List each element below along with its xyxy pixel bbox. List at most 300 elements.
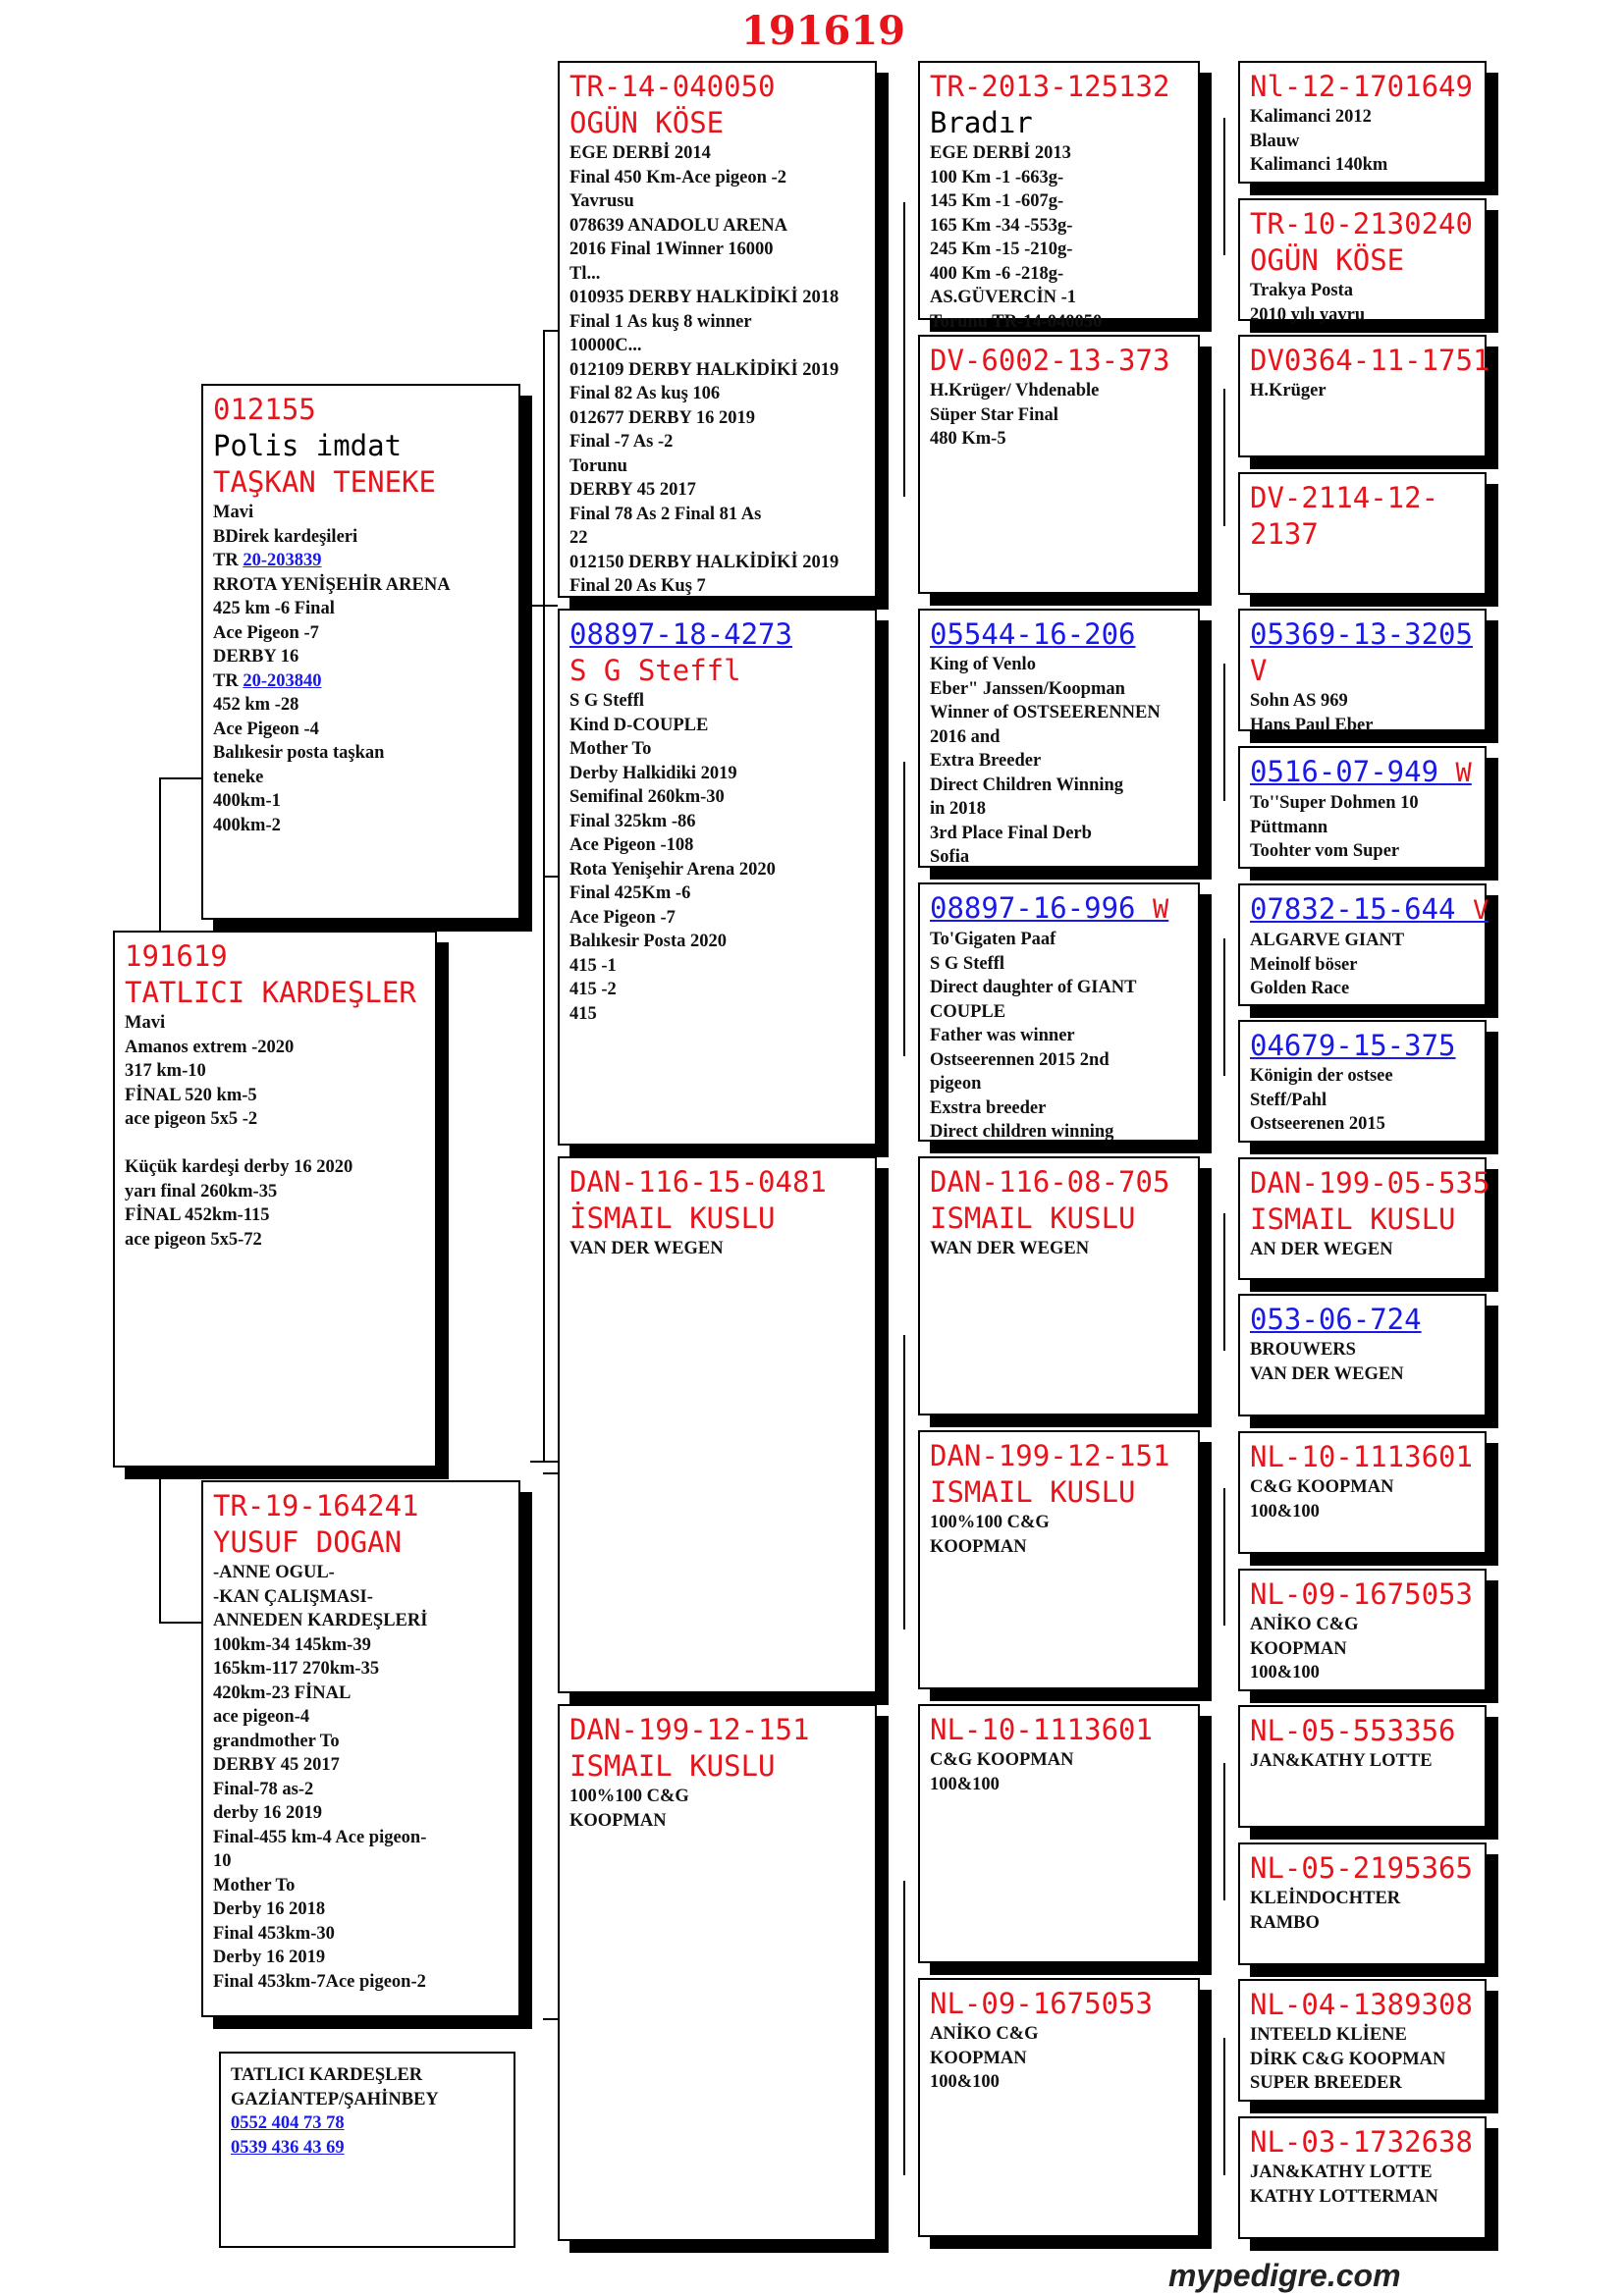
info-line: 10000C... [569,336,642,355]
info-line: Final 425Km -6 [569,883,691,903]
ring-suffix: W [1152,894,1169,925]
gen5-box[interactable] [1238,609,1487,735]
gen4-box[interactable] [918,882,1200,1142]
info-text: RROTA YENİŞEHİR ARENA [213,574,451,595]
info-line: 22 [569,528,588,548]
info-line [213,549,509,573]
info-line: Derby Halkidiki 2019 [569,763,737,783]
info-line [213,501,509,525]
info-line: Steff/Pahl [1250,1090,1327,1110]
info-line: Kalimanci 140km [1250,155,1388,175]
connector [543,330,545,1461]
info-line: Direct Children Winning [930,774,1124,795]
info-line: ace pigeon-4 [213,1707,310,1727]
info-text: TR [213,551,244,570]
ring-number [1250,1987,1475,2023]
info-line: 012150 DERBY HALKİDİKİ 2019 [569,552,839,572]
info-line: 100&100 [930,2072,1000,2092]
info-line: To''Super Dohmen 10 [1250,793,1419,813]
info-line: S G Steffl [569,691,645,711]
ring-number [1250,206,1475,242]
ring-number [1250,69,1475,105]
ring-text: 05544-16-206 [930,617,1136,651]
info-line: Kind D-COUPLE [569,715,709,735]
ring-text: DV0364-11-1751 [1250,344,1490,377]
ring-text: TR-2013-125132 [930,70,1170,103]
ring-number [930,1986,1188,2022]
ring-number[interactable] [1250,891,1489,929]
info-line: 245 Km -15 -210g- [930,240,1073,259]
info-line: 100km-34 145km-39 [213,1634,371,1655]
ring-text: DAN-199-05-535 [1250,1166,1490,1200]
pigeon-name: ISMAIL KUSLU [930,1201,1136,1235]
info-line: Eber" Janssen/Koopman [930,678,1125,699]
info-line: Final 82 As kuş 106 [569,384,721,403]
ring-text: 08897-16-996 [930,891,1136,925]
info-line: Final 20 As Kuş 7 [569,576,706,596]
info-line [213,597,509,621]
info-line: Sofia [930,847,970,867]
pigeon-name: Bradır [930,106,1033,139]
info-line: 078639 ANADOLU ARENA [569,215,788,236]
info-line: 3rd Place Final Derb [930,823,1092,843]
info-line: Amanos extrem -2020 [125,1037,295,1057]
gen5-box[interactable] [1238,1157,1490,1280]
info-line: 400 Km -6 -218g- [930,263,1064,284]
info-line: -ANNE OGUL- [213,1563,335,1582]
gen5-box[interactable] [1238,883,1487,1006]
gen4-box[interactable] [918,335,1200,594]
info-line: AN DER WEGEN [1250,1240,1393,1259]
info-line: Yavrusu [569,191,634,211]
info-line: 415 -2 [569,980,617,999]
info-line: Final 450 Km-Ace pigeon -2 [569,167,786,187]
phone-link[interactable]: 0552 404 73 78 [231,2113,345,2133]
sire-box[interactable] [201,384,520,920]
ring-text: NL-09-1675053 [1250,1577,1473,1611]
info-line [213,669,509,694]
gen5-box[interactable] [1238,2116,1487,2239]
ring-text: TR-14-040050 [569,70,776,103]
ring-number[interactable] [930,890,1188,928]
info-line: in 2018 [930,799,987,819]
watermark: mypedigre.com [1168,2258,1401,2293]
ring-link[interactable]: 20-203840 [243,670,322,691]
info-line: 415 [569,1003,597,1024]
ring-text: DAN-116-08-705 [930,1165,1170,1199]
ring-text: NL-04-1389308 [1250,1988,1473,2021]
ring-text: Nl-12-1701649 [1250,70,1473,103]
info-line: Final-78 as-2 [213,1779,314,1799]
info-line: Ostseerennen 2015 2nd [930,1049,1110,1070]
gen3-box[interactable] [558,1704,877,2241]
info-line [213,741,509,766]
info-line: 100%100 C&G [569,1787,689,1806]
info-line: 420km-23 FİNAL [213,1682,352,1703]
gen4-box[interactable] [918,61,1200,332]
ring-number [1250,1165,1490,1201]
info-text: 400km-2 [213,815,281,835]
gen3-box[interactable] [558,609,877,1146]
ring-text: NL-03-1732638 [1250,2125,1473,2159]
info-line: INTEELD KLİENE [1250,2025,1407,2045]
ring-number [930,1164,1188,1201]
info-line: EGE DERBİ 2013 [930,143,1071,163]
ring-number [1250,1850,1475,1887]
ring-number [1250,480,1475,516]
ring-suffix: W [1455,758,1472,788]
info-line: ALGARVE GIANT [1250,931,1405,950]
gen3-box[interactable] [558,1156,877,1693]
info-line: 145 Km -1 -607g- [930,191,1064,211]
connector [159,777,202,779]
info-line [125,1132,425,1156]
info-line: Toohter vom Super [1250,841,1400,861]
ring-text: NL-09-1675053 [930,1987,1153,2020]
gen5-box[interactable] [1238,472,1487,595]
subject-name: TATLICI KARDEŞLER [125,976,416,1009]
info-line [213,621,509,646]
connector [530,1461,558,1463]
page-title: 191619 [741,8,905,54]
ring-number[interactable] [1250,754,1475,791]
connector [1223,938,1225,1076]
info-line: Final 453km-7Ace pigeon-2 [213,1971,426,1992]
info-line: Torunu TR-14-040050 [930,311,1103,332]
ring-number [1250,2124,1475,2161]
info-line: Mother To [213,1875,296,1896]
info-line: 2016 and [930,726,1001,747]
ring-number [930,1438,1188,1474]
info-line: 317 km-10 [125,1061,206,1081]
info-line: Final 1 As kuş 8 winner [569,311,752,332]
info-line: Extra Breeder [930,751,1042,771]
info-line: Exstra breeder [930,1097,1047,1118]
info-line: Torunu [569,455,627,476]
info-line: Püttmann [1250,817,1328,837]
ring-text: NL-05-2195365 [1250,1851,1473,1885]
info-line: FİNAL 452km-115 [125,1205,270,1225]
info-line: 480 Km-5 [930,429,1006,449]
gen5-box[interactable] [1238,1979,1487,2102]
info-line: ANİKO C&G [1250,1615,1359,1634]
info-line: FİNAL 520 km-5 [125,1085,257,1105]
info-line: 415 -1 [569,955,617,976]
info-line: Final 325km -86 [569,811,696,831]
gen5-box[interactable] [1238,746,1487,869]
info-line: 012677 DERBY 16 2019 [569,407,755,428]
info-line: EGE DERBİ 2014 [569,143,711,163]
info-text: TR [213,670,244,691]
info-line: Final-455 km-4 Ace pigeon- [213,1827,427,1847]
ring-text: 08897-18-4273 [569,617,792,651]
info-line: DERBY 45 2017 [213,1755,340,1775]
info-line: 012109 DERBY HALKİDİKİ 2019 [569,359,839,380]
info-line: 100&100 [1250,1501,1320,1522]
ring-number [1250,343,1490,379]
info-line: 010935 DERBY HALKİDİKİ 2018 [569,288,839,307]
info-line: KLEİNDOCHTER [1250,1889,1401,1908]
info-line: COUPLE [930,1001,1006,1022]
info-line: AS.GÜVERCİN -1 [930,288,1077,307]
ring-text: 05369-13-3205 [1250,617,1473,651]
info-line: Ace Pigeon -7 [569,907,676,928]
ring-text: 04679-15-375 [1250,1029,1456,1062]
gen5-box[interactable] [1238,335,1490,457]
info-line: Königin der ostsee [1250,1066,1393,1086]
info-text: Mavi [213,503,254,522]
info-line: pigeon [930,1074,982,1094]
info-line: KATHY LOTTERMAN [1250,2186,1438,2207]
ring-number-cont: V [1250,654,1268,687]
info-line: JAN&KATHY LOTTE [1250,1751,1433,1771]
gen3-box[interactable] [558,61,877,598]
gen5-box[interactable] [1238,1842,1487,1965]
ring-number[interactable] [930,616,1188,653]
gen5-box[interactable] [1238,198,1487,325]
info-line: Mother To [569,739,652,759]
info-line: 100%100 C&G [930,1513,1050,1532]
connector [903,1335,905,1629]
info-text: 425 km -6 Final [213,599,335,618]
phone-link[interactable]: 0539 436 43 69 [231,2137,345,2158]
connector [1223,1213,1225,1351]
sire-lines [213,501,509,837]
info-text: Ace Pigeon -7 [213,622,319,643]
connector [1223,118,1225,255]
info-line: Direct daughter of GIANT [930,978,1137,997]
info-line: Father was winner [930,1026,1075,1045]
connector [1223,664,1225,801]
subject-ring: 191619 [125,939,228,973]
info-line: SUPER BREEDER [1250,2073,1402,2093]
info-line: 100&100 [930,1774,1000,1794]
info-line [213,693,509,718]
gen4-box[interactable] [918,1156,1200,1415]
ring-number [1250,1439,1475,1475]
ring-number [1250,1576,1475,1613]
info-line: WAN DER WEGEN [930,1239,1090,1258]
info-line [213,718,509,742]
info-line: Mavi [125,1013,166,1033]
ring-text: DV-2114-12- [1250,481,1439,514]
info-line [213,645,509,669]
info-line: RAMBO [1250,1912,1320,1933]
dam-ring: TR-19-164241 [213,1489,419,1522]
ring-number [930,343,1188,379]
connector [159,1622,202,1624]
info-line: ANNEDEN KARDEŞLERİ [213,1611,428,1630]
info-line: 10 [213,1851,232,1871]
pigeon-name: ISMAIL KUSLU [1250,1202,1456,1236]
info-line: KOOPMAN [930,1536,1027,1557]
ring-suffix: V [1472,895,1489,926]
info-line: Meinolf böser [1250,954,1358,975]
ring-number [1250,1713,1475,1749]
info-line: ace pigeon 5x5-72 [125,1229,262,1250]
connector [1223,1488,1225,1626]
info-text: DERBY 16 [213,647,299,667]
info-text: BDirek kardeşileri [213,526,358,547]
pigeon-name: ISMAIL KUSLU [930,1475,1136,1509]
info-line [213,766,509,790]
info-line: Trakya Posta [1250,281,1354,300]
ring-text: NL-10-1113601 [1250,1440,1473,1473]
ring-number[interactable] [569,616,865,653]
info-line: Final -7 As -2 [569,432,674,452]
info-line: 100 Km -1 -663g- [930,167,1064,187]
gen5-box[interactable] [1238,1569,1487,1691]
info-line: KOOPMAN [569,1810,667,1831]
ring-text: 053-06-724 [1250,1303,1422,1336]
connector [903,202,905,497]
connector [543,1472,558,1474]
gen4-box[interactable] [918,1978,1200,2237]
info-line: VAN DER WEGEN [1250,1363,1404,1384]
info-line: BROUWERS [1250,1340,1356,1360]
subject-box[interactable] [113,931,437,1468]
info-line: Blauw [1250,131,1300,151]
info-line: Winner of OSTSEERENNEN [930,703,1161,722]
ring-number [569,1712,865,1748]
pigeon-name: S G Steffl [569,654,741,687]
info-line: Derby 16 2019 [213,1948,326,1967]
contact-box [219,2052,515,2248]
gen5-box[interactable] [1238,1431,1487,1554]
info-line: Ace Pigeon -108 [569,835,694,855]
info-line: KOOPMAN [930,2048,1027,2068]
connector [903,762,905,1056]
info-line: DİRK C&G KOOPMAN [1250,2049,1446,2069]
info-line: Derby 16 2018 [213,1899,326,1919]
info-line: VAN DER WEGEN [569,1239,724,1258]
ring-text: TR-10-2130240 [1250,207,1473,240]
connector [903,1881,905,2175]
info-line: Rota Yenişehir Arena 2020 [569,859,776,880]
ring-number[interactable] [1250,616,1475,653]
info-line: Semifinal 260km-30 [569,787,725,807]
pigeon-name: İSMAIL KUSLU [569,1201,776,1235]
info-line [213,789,509,814]
ring-text: DAN-199-12-151 [569,1713,810,1746]
ring-number [930,1712,1188,1748]
sire-ring: 012155 [213,393,316,426]
info-line: Golden Race [1250,979,1350,998]
ring-text: NL-10-1113601 [930,1713,1153,1746]
ring-number [930,69,1188,105]
connector [543,876,558,878]
info-line: 2010 yılı yavru [1250,304,1366,325]
info-line: 165 Km -34 -553g- [930,215,1073,236]
ring-text: 0516-07-949 [1250,755,1439,788]
connector [1223,1763,1225,1900]
info-line: ace pigeon 5x5 -2 [125,1109,258,1129]
connector [543,2018,558,2020]
info-line: Ostseerenen 2015 [1250,1114,1385,1134]
info-line: -KAN ÇALIŞMASI- [213,1586,373,1607]
info-line: Final 78 As 2 Final 81 As [569,504,762,524]
ring-text: 07832-15-644 [1250,892,1456,926]
info-line: 2016 Final 1Winner 16000 [569,240,774,259]
info-line: KOOPMAN [1250,1638,1347,1659]
dam-lines [213,1561,509,1994]
ring-text: DAN-199-12-151 [930,1439,1170,1472]
sire-name-1: Polis imdat [213,429,403,462]
info-line: S G Steffl [930,953,1005,974]
info-line: 165km-117 270km-35 [213,1659,380,1679]
connector [530,605,558,607]
info-line: Direct children winning [930,1122,1114,1142]
ring-link[interactable]: 20-203839 [243,551,322,570]
info-line: C&G KOOPMAN [1250,1477,1394,1497]
ring-text: NL-05-553356 [1250,1714,1456,1747]
info-line: Hans Paul Eber [1250,715,1374,735]
ring-text: DV-6002-13-373 [930,344,1170,377]
info-line: H.Krüger/ Vhdenable [930,381,1100,400]
pigeon-name: OGÜN KÖSE [1250,243,1405,277]
info-line: 100&100 [1250,1663,1320,1682]
subject-lines [125,1011,425,1252]
info-line: Final 453km-30 [213,1923,335,1944]
gen5-box[interactable] [1238,1294,1487,1416]
info-text: teneke [213,767,264,787]
gen5-box[interactable] [1238,1705,1487,1828]
info-text: 400km-1 [213,791,281,811]
pigeon-name: OGÜN KÖSE [569,106,725,139]
info-line: yarı final 260km-35 [125,1181,278,1201]
info-line: H.Krüger [1250,381,1326,400]
info-line [213,525,509,550]
info-line [213,573,509,598]
connector [1223,2038,1225,2175]
info-line: Kalimanci 2012 [1250,107,1372,127]
pigeon-name: ISMAIL KUSLU [569,1749,776,1783]
info-line: Balıkesir Posta 2020 [569,932,727,951]
gen4-box[interactable] [918,609,1200,868]
ring-number-cont: 2137 [1250,517,1319,551]
gen5-box[interactable] [1238,61,1487,184]
dam-box[interactable] [201,1480,520,2017]
contact-line: GAZİANTEP/ŞAHİNBEY [231,2089,439,2109]
contact-line: TATLICI KARDEŞLER [231,2065,423,2085]
info-line: grandmother To [213,1731,340,1751]
ring-number[interactable] [1250,1028,1475,1064]
info-line: Tl... [569,263,601,284]
connector [1223,389,1225,526]
sire-name-2: TAŞKAN TENEKE [213,465,436,499]
gen5-box[interactable] [1238,1020,1487,1143]
gen4-box[interactable] [918,1430,1200,1689]
info-line: JAN&KATHY LOTTE [1250,2163,1433,2182]
info-line: Sohn AS 969 [1250,691,1348,711]
ring-number [569,69,865,105]
info-line: ANİKO C&G [930,2024,1039,2044]
ring-text: DAN-116-15-0481 [569,1165,827,1199]
info-text: 452 km -28 [213,695,299,715]
gen4-box[interactable] [918,1704,1200,1963]
info-text: Ace Pigeon -4 [213,719,319,739]
info-line: C&G KOOPMAN [930,1750,1074,1770]
connector [543,330,558,332]
ring-number[interactable] [1250,1302,1475,1338]
info-line: derby 16 2019 [213,1803,322,1823]
dam-name: YUSUF DOGAN [213,1525,403,1559]
info-line: Süper Star Final [930,404,1058,425]
info-line: King of Venlo [930,655,1036,674]
info-line: To'Gigaten Paaf [930,930,1056,949]
info-line: DERBY 45 2017 [569,480,696,500]
info-line [213,814,509,838]
